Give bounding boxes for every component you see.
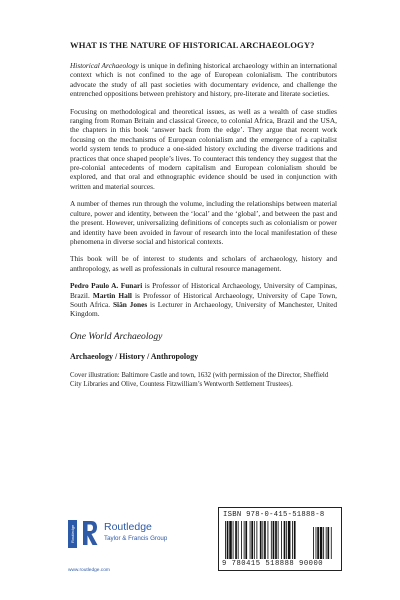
barcode-bar [278, 521, 279, 559]
barcode-bar [275, 521, 277, 559]
barcode-bar [227, 521, 229, 559]
barcode-bar [229, 521, 232, 559]
price-barcode-bar [331, 527, 332, 559]
isbn-number: ISBN 978-0-415-51888-8 [223, 511, 325, 519]
barcode-bar [254, 521, 255, 559]
barcode-bar [238, 521, 239, 559]
barcode-bar [284, 521, 286, 559]
blurb-heading: WHAT IS THE NATURE OF HISTORICAL ARCHAEOLOGY? [70, 40, 315, 50]
barcode-bar [264, 521, 266, 559]
price-barcode-bar [317, 527, 319, 559]
isbn-barcode-box [218, 507, 342, 571]
barcode-bar [225, 521, 226, 559]
editors-paragraph [70, 281, 337, 319]
barcode-digits: 9 780415 518888 [222, 560, 295, 568]
price-barcode-bar [323, 527, 324, 559]
blurb-paragraph-3: A number of themes run through the volume, including the relationships between material culture, power and identity, between the ‘local’ and the ‘global’, and between the past and the present. However, universalizing definitions of concepts such as colonialism or power and identity have been avoided in favour of research into the local manifestation of these phenomena in diverse social and historical contexts. [70, 199, 337, 246]
barcode-bar [251, 521, 253, 559]
editor-name-2: Martin Hall [92, 290, 132, 300]
subject-categories: Archaeology / History / Anthropology [70, 351, 199, 361]
barcode-bar [286, 521, 287, 559]
price-barcode-bar [320, 527, 323, 559]
publisher-side-label: Routledge [68, 520, 77, 548]
publisher-logo [68, 518, 198, 558]
editor-text-2: is Professor of Historical Archaeology, University of Cape Town, South Africa. [70, 290, 337, 309]
publisher-url: www.routledge.com [68, 568, 110, 573]
blurb-paragraph-2: Focusing on methodological and theoretical issues, as well as a wealth of case studies ranging from Roman Britain and classical Greece, to colonial Africa, Brazil and the USA, the chapters in this book ‘answer back from the edge’. They argue that recent work focusing on the mechanisms of European colonialism and the emergence of a capitalist world system tends to produce a one-sided history excluding the diverse traditions and practices that once shaped people’s lives. To counteract this tendency they suggest that the pre-colonial antecedents of modern capitalism and European colonialism should be explored, and that oral and ethnographic evidence should be used in conjunction with written and material sources. [70, 106, 337, 191]
barcode-digits-row [222, 560, 323, 568]
blurb-paragraph-1 [70, 61, 337, 99]
barcode-bar [250, 521, 251, 559]
price-code: 90000 [299, 560, 324, 568]
publisher-group: Taylor & Francis Group [104, 535, 168, 542]
price-barcode-bar [313, 527, 314, 559]
editor-name-1: Pedro Paulo A. Funari [70, 281, 143, 291]
barcode-icon [225, 521, 337, 559]
book-title-italic: Historical Archaeology [70, 61, 139, 70]
barcode-bar [273, 521, 275, 559]
editor-text-1: is Professor of Historical Archaeology, University of Campinas, Brazil. [70, 281, 337, 300]
barcode-bar [292, 521, 293, 559]
barcode-bar [244, 521, 245, 559]
barcode-bar [241, 521, 242, 559]
editor-name-3: Siân Jones [112, 299, 148, 309]
blurb-column [70, 40, 337, 389]
barcode-bar [256, 521, 257, 559]
barcode-bar [235, 521, 237, 559]
barcode-bar [268, 521, 269, 559]
cover-illustration-credit: Cover illustration: Baltimore Castle and town, 1632 (with permission of the Director, Sheffield City Libraries and Olive, Countess Fitzwilliam’s Wentworth Settlement Trustees). [70, 371, 329, 388]
barcode-bar [288, 521, 291, 559]
price-barcode-bar [326, 527, 327, 559]
barcode-bar [233, 521, 234, 559]
barcode-bar [260, 521, 262, 559]
series-title: One World Archaeology [70, 330, 163, 342]
barcode-bar [294, 521, 296, 559]
barcode-bar [281, 521, 282, 559]
price-barcode-bar [316, 527, 317, 559]
price-barcode-bar [327, 527, 329, 559]
barcode-bar [245, 521, 247, 559]
barcode-bar [262, 521, 263, 559]
isbn-label [223, 511, 325, 519]
editor-text-3: is Lecturer in Archaeology, University of Manchester, United Kingdom. [70, 299, 338, 319]
routledge-r-icon [80, 520, 100, 546]
publisher-name: Routledge [104, 521, 152, 533]
paragraph-1-text: is unique in defining historical archaeology within an international context which is not confined to the age of European colonialism. The contributors advocate the study of all past societies with documentary evidence, and challenge the entrenched oppositions between prehistory and history, pre-literate and literate societies. [70, 61, 337, 99]
barcode-bar [271, 521, 272, 559]
blurb-paragraph-4: This book will be of interest to students and scholars of archaeology, history and anthropology, as well as professionals in cultural resource management. [70, 254, 337, 273]
